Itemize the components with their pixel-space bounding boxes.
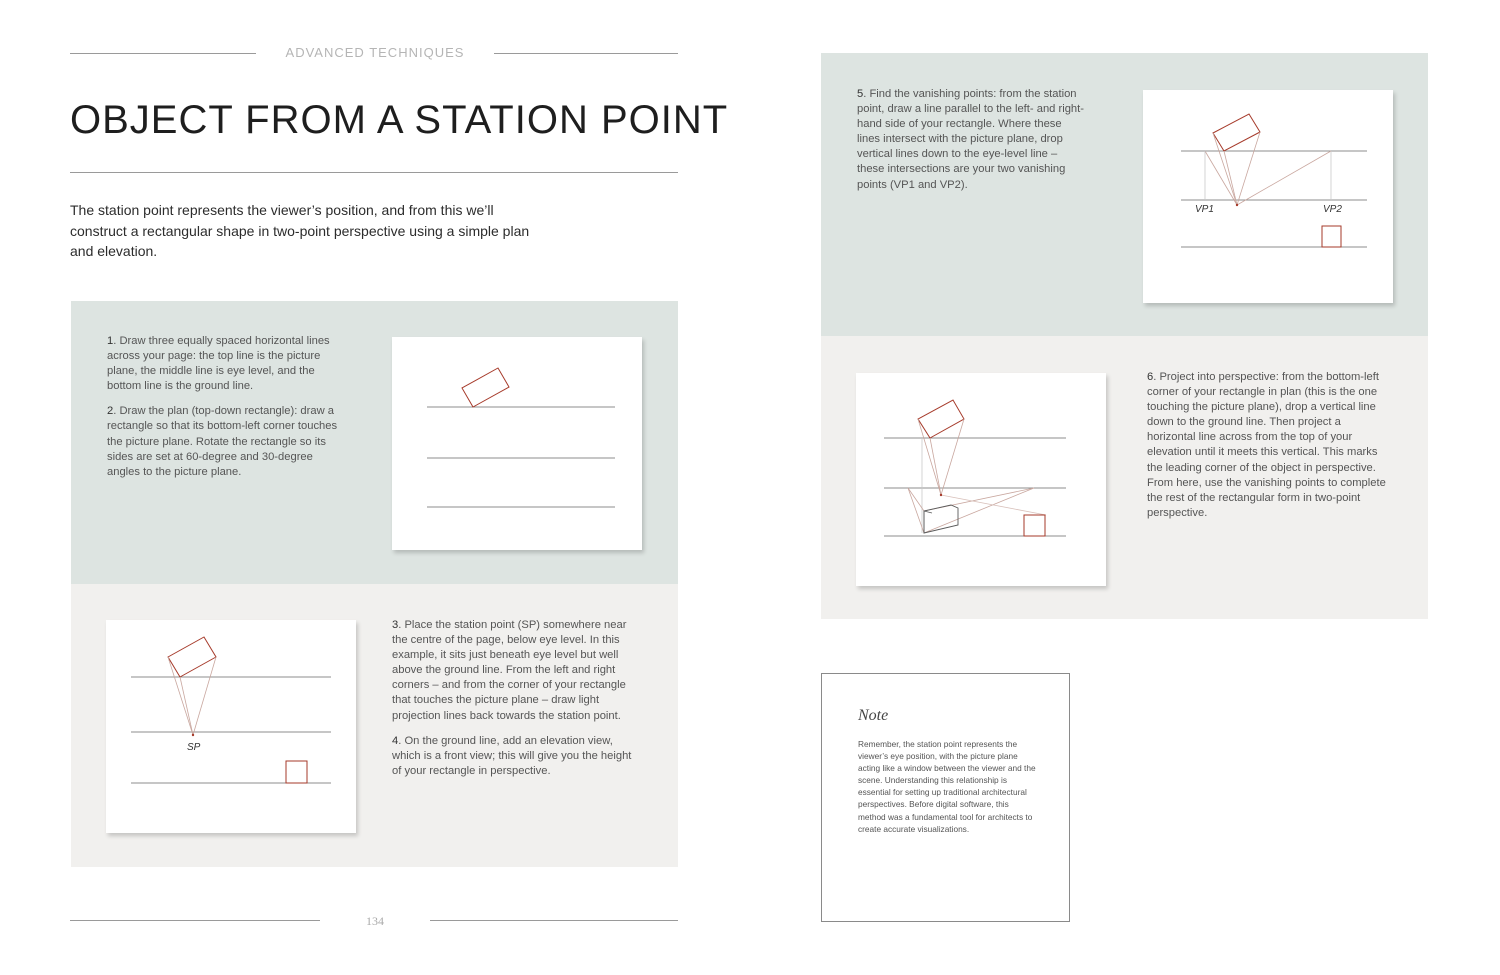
plan-rectangle xyxy=(168,637,216,677)
steps-3-4-text xyxy=(392,618,637,789)
perspective-box-outline xyxy=(924,505,958,533)
projection-line-corner xyxy=(1224,151,1237,205)
step-1: 1. Draw three equally spaced horizontal lines across your page: the top line is the picture plane, the middle line is eye level, and the bottom line is the ground line. xyxy=(107,335,330,393)
projection-line-right xyxy=(193,657,216,735)
station-point-dot xyxy=(1236,204,1238,206)
diagram-card-plan xyxy=(392,337,642,550)
elevation-guide xyxy=(941,495,1046,515)
projection-line-left xyxy=(1213,133,1237,205)
header-rule-left xyxy=(70,53,256,54)
step-6: 6. Project into perspective: from the bottom-left corner of your rectangle in plan (this is the one touching the picture plane), drop a vertical line down to the ground line. Then project a horizontal line across from the top of your elevation until it meets this vertical. This marks the leading corner of the object in perspective. From here, use the vanishing points to complete the rest of the rectangular form in two-point perspective. xyxy=(1147,371,1386,519)
step-6-text xyxy=(1147,370,1387,531)
station-point-dot xyxy=(192,734,194,736)
vp2-label: VP2 xyxy=(1323,204,1342,215)
elevation-square xyxy=(1024,515,1045,536)
step-2: 2. Draw the plan (top-down rectangle): draw a rectangle so that its bottom-left corner touches the picture plane. Rotate the rectangle so its sides are set at 60-degree and 30-degree angles to the picture plane. xyxy=(107,405,338,478)
sp-label: SP xyxy=(187,742,201,753)
diagram-card-station-point xyxy=(106,620,356,833)
vanishing-points-diagram xyxy=(1143,90,1393,303)
steps-1-2-text xyxy=(107,334,347,490)
section-label: ADVANCED TECHNIQUES xyxy=(285,45,465,60)
note-title: Note xyxy=(858,707,889,724)
diagram-card-perspective xyxy=(856,373,1106,586)
projection-line-corner xyxy=(930,438,941,495)
projection-line-left xyxy=(918,419,941,495)
footer-rule-left xyxy=(70,920,320,921)
page-title: OBJECT FROM A STATION POINT xyxy=(70,98,729,142)
plan-rectangle xyxy=(918,400,964,438)
elevation-square xyxy=(1322,226,1341,247)
projection-line-corner xyxy=(180,677,193,735)
note-text: Remember, the station point represents the viewer’s eye position, with the picture plane acting like a window between the viewer and the scene. Understanding this relationship is essential for setting up traditional architectural perspectives. Before digital software, this method was a fundamental tool for architects to create accurate visualizations. xyxy=(858,739,1036,834)
projection-line-left xyxy=(168,657,193,735)
diagram-card-vanishing-points xyxy=(1143,90,1393,303)
parallel-line-left xyxy=(1205,151,1237,205)
step-4: 4. On the ground line, add an elevation view, which is a front view; this will give you the height of your rectangle in perspective. xyxy=(392,734,632,777)
header-rule-right xyxy=(494,53,678,54)
plan-rectangle xyxy=(462,368,509,407)
station-point-dot xyxy=(940,494,942,496)
elevation-square xyxy=(286,761,307,783)
intro-paragraph: The station point represents the viewer’s position, and from this we’ll construct a rectangular shape in two-point perspective using a simple plan and elevation. xyxy=(70,202,530,259)
vp1-label: VP1 xyxy=(1195,204,1214,215)
step-5-text xyxy=(857,87,1087,203)
station-point-diagram xyxy=(106,620,356,833)
perspective-box-top-edge xyxy=(924,511,932,513)
plan-diagram xyxy=(392,337,642,550)
title-rule xyxy=(70,172,678,173)
vp1-guide-top xyxy=(908,488,924,511)
step-3: 3. Place the station point (SP) somewhere near the centre of the page, below eye level. In this example, it sits just beneath eye level but well above the ground line. From the left and right corners – and from the corner of your rectangle that touches the picture plane – draw light projection lines back towards the station point. xyxy=(392,619,627,722)
step-5: 5. Find the vanishing points: from the station point, draw a line parallel to the left- and right-hand side of your rectangle. Where these lines intersect with the picture plane, drop vertical lines down to the eye-level line – these intersections are your two vanishing points (VP1 and VP2). xyxy=(857,88,1084,191)
plan-rectangle xyxy=(1213,114,1260,151)
perspective-diagram xyxy=(856,373,1106,586)
vp1-guide-bottom xyxy=(908,488,924,533)
note-box xyxy=(821,673,1070,922)
footer-rule-right xyxy=(430,920,678,921)
page-number: 134 xyxy=(366,914,384,928)
